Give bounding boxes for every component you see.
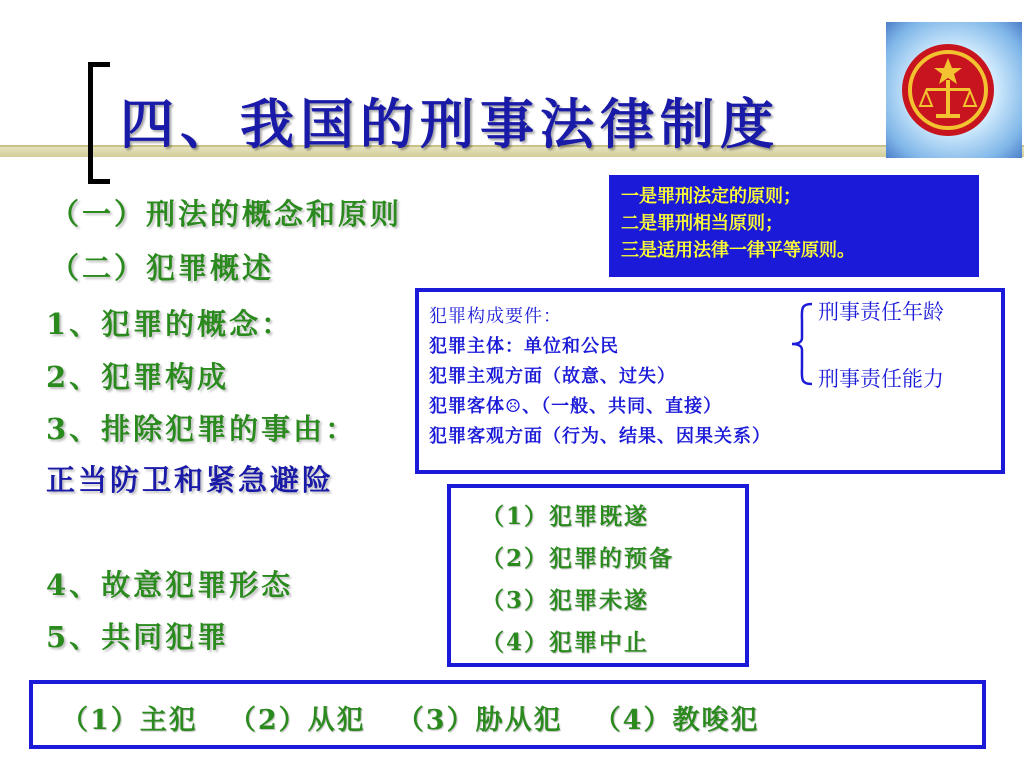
outline-item: 4、故意犯罪形态 xyxy=(46,568,294,602)
principle-line: 一是罪刑法定的原则； xyxy=(621,186,801,207)
brace-icon xyxy=(790,302,814,386)
element-line: 犯罪主体：单位和公民 xyxy=(429,336,619,357)
liability-ability-label: 刑事责任能力 xyxy=(818,367,944,391)
court-emblem-icon xyxy=(886,22,1022,158)
liability-age-label: 刑事责任年龄 xyxy=(818,300,944,324)
principle-line: 二是罪刑相当原则； xyxy=(621,213,783,234)
stage-item: （4）犯罪中止 xyxy=(481,629,650,656)
slide-title: 四、我国的刑事法律制度 xyxy=(120,92,780,156)
element-line: 犯罪主观方面（故意、过失） xyxy=(429,366,676,387)
principle-line: 三是适用法律一律平等原则。 xyxy=(621,240,855,261)
outline-item: （二）犯罪概述 xyxy=(50,251,275,285)
accomplice-item: （1）主犯 xyxy=(61,705,198,736)
outline-item: （一）刑法的概念和原则 xyxy=(50,197,403,231)
stage-item: （2）犯罪的预备 xyxy=(481,545,675,572)
outline-item: 2、犯罪构成 xyxy=(46,360,230,394)
element-line: 犯罪客观方面（行为、结果、因果关系） xyxy=(429,426,771,447)
accomplice-item: （4）教唆犯 xyxy=(593,705,760,736)
element-line: 犯罪客体☹、（一般、共同、直接） xyxy=(429,396,723,417)
elements-heading: 犯罪构成要件： xyxy=(429,306,562,327)
accomplice-item: （3）胁从犯 xyxy=(396,705,563,736)
outline-item: 5、共同犯罪 xyxy=(46,620,230,654)
accomplices-box xyxy=(29,680,986,749)
stage-item: （3）犯罪未遂 xyxy=(481,587,650,614)
principles-box xyxy=(609,175,979,277)
accomplice-item: （2）从犯 xyxy=(228,705,366,736)
outline-item: 1、犯罪的概念： xyxy=(46,307,294,341)
title-bracket xyxy=(88,62,110,184)
outline-item: 3、排除犯罪的事由： xyxy=(46,412,358,446)
outline-item: 正当防卫和紧急避险 xyxy=(46,463,335,497)
crime-stages-box xyxy=(447,484,749,667)
stage-item: （1）犯罪既遂 xyxy=(481,503,650,530)
